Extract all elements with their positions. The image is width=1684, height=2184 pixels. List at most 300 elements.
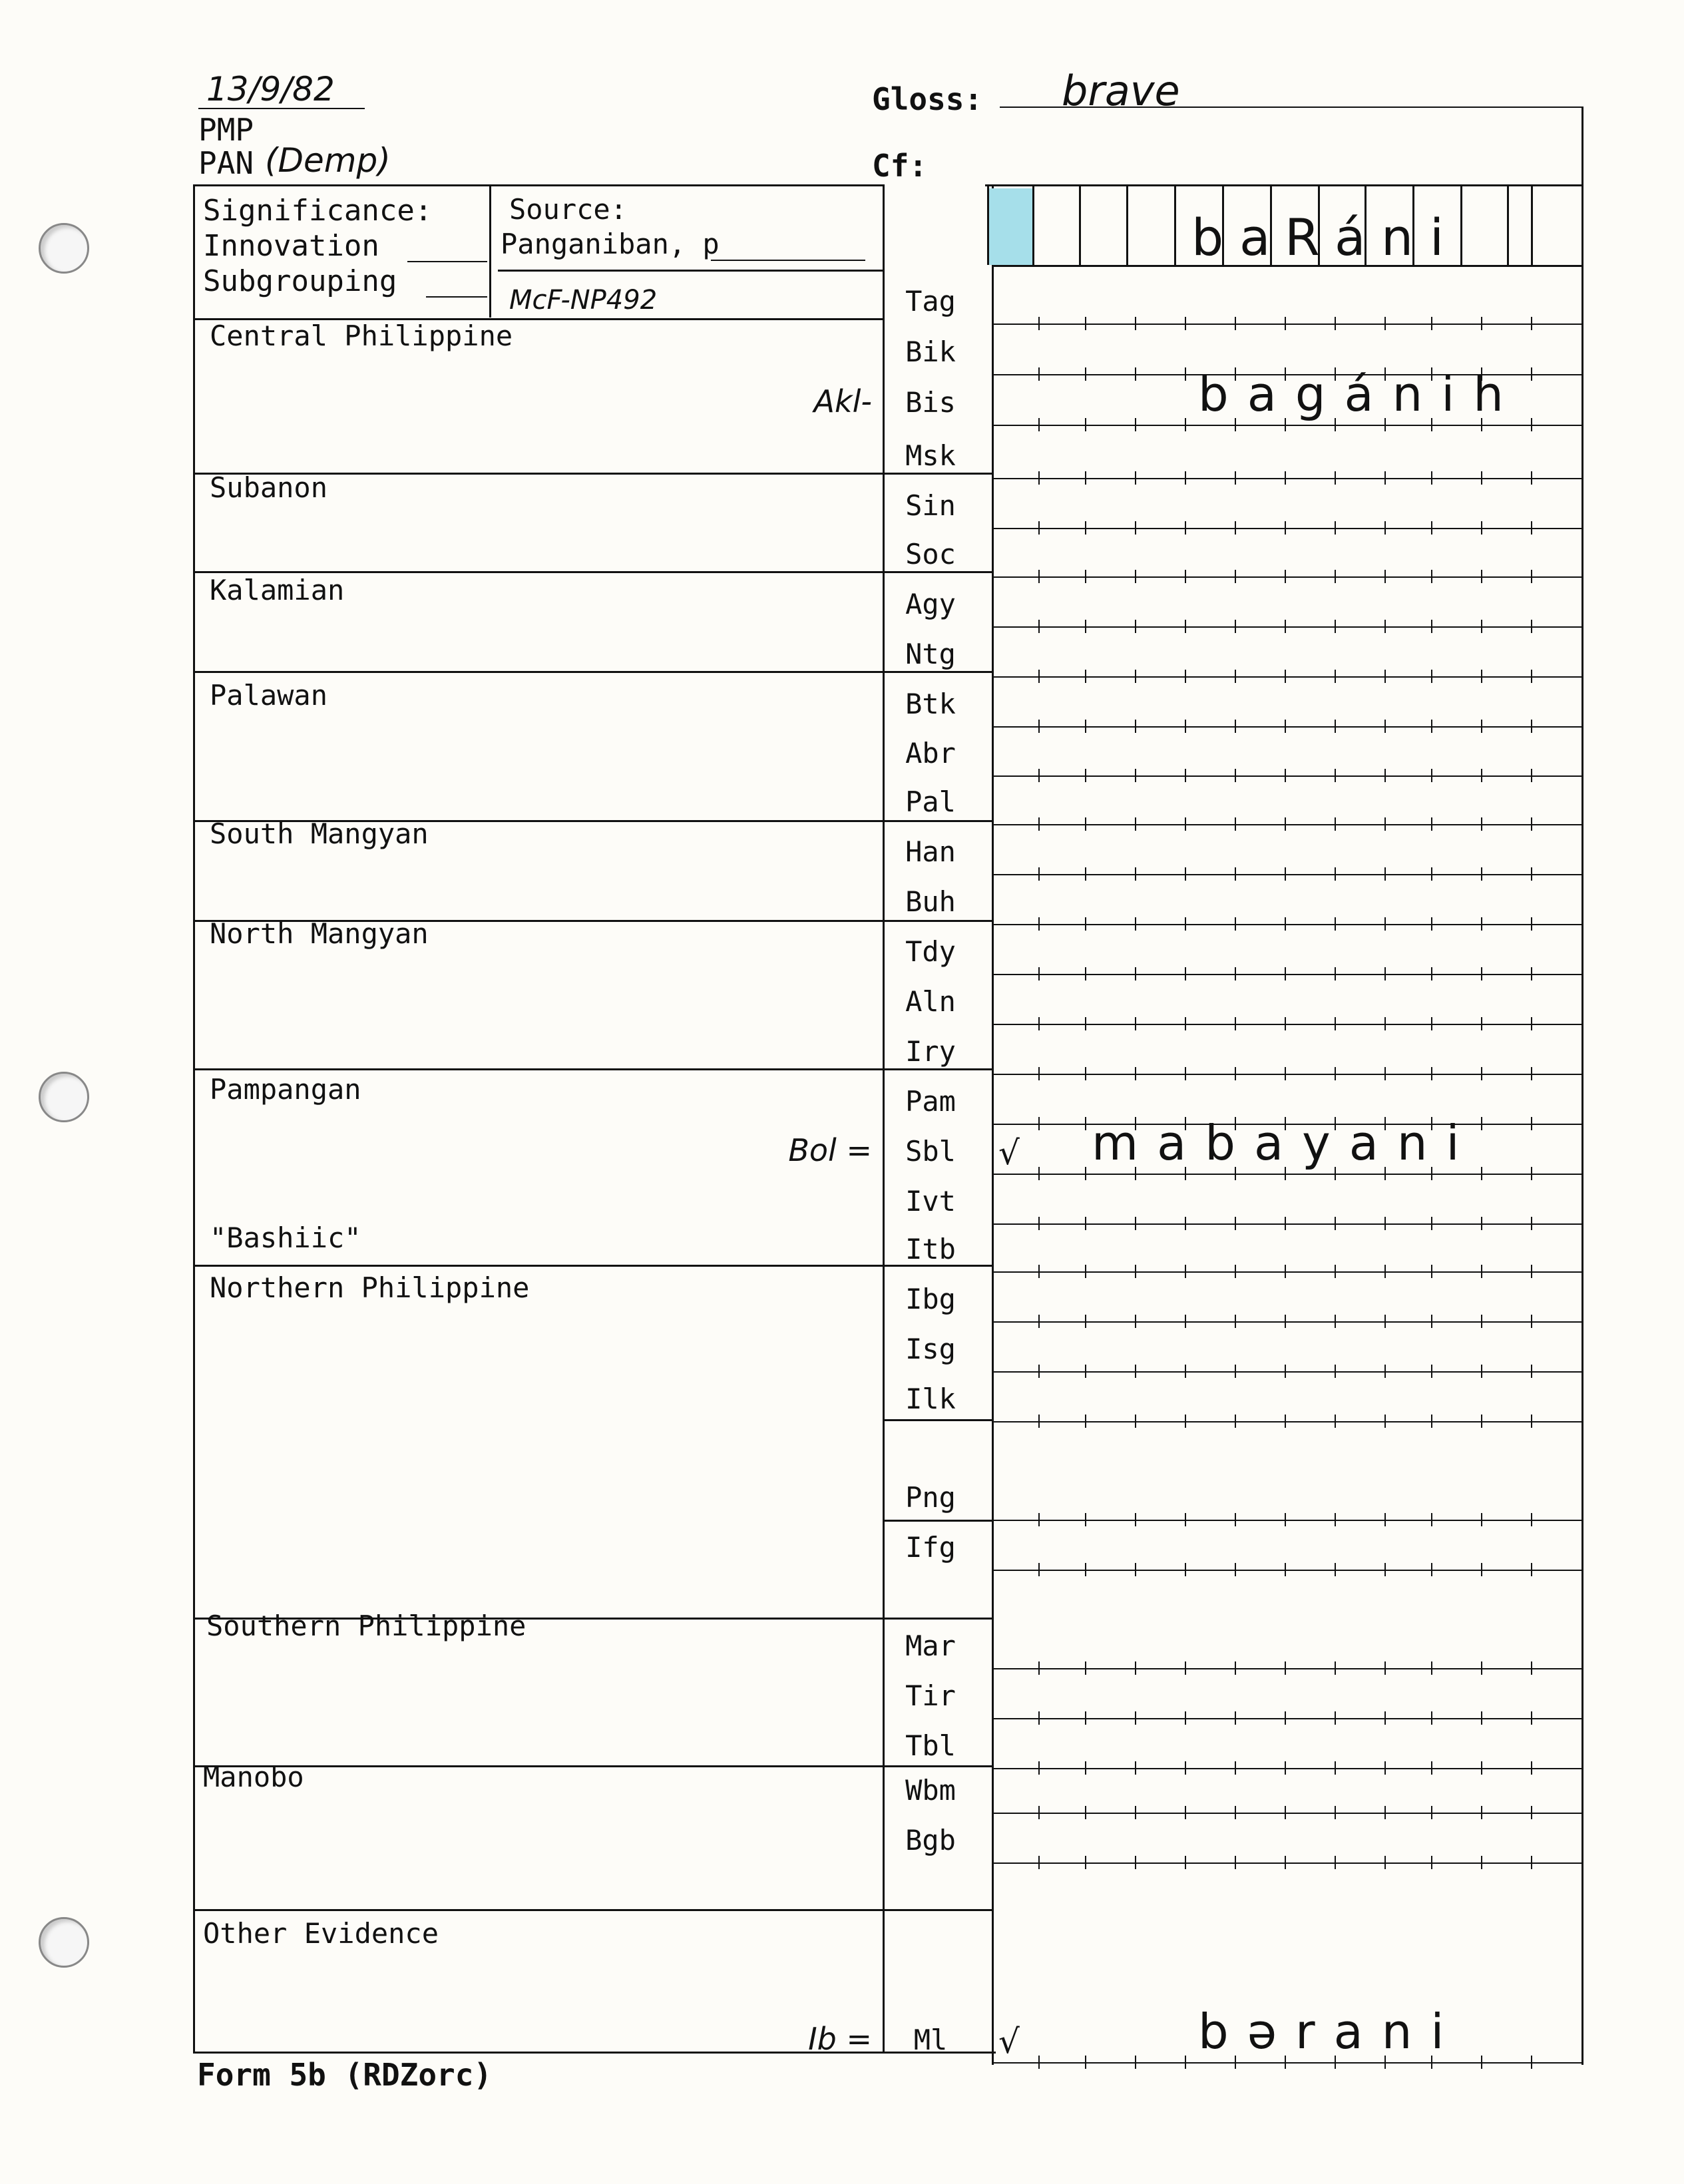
dialect-prefix: Akl- — [813, 383, 872, 419]
line-tick — [1431, 917, 1432, 931]
line-tick — [1285, 1265, 1286, 1278]
line-tick — [1531, 418, 1532, 431]
line-tick — [1335, 1415, 1336, 1428]
line-tick — [1384, 769, 1386, 782]
line-tick — [1038, 1761, 1040, 1775]
language-abbr: Buh — [905, 885, 956, 918]
line-tick — [1481, 1167, 1482, 1180]
line-tick — [1285, 1513, 1286, 1526]
line-tick — [1335, 1315, 1336, 1328]
line-tick — [1185, 1806, 1186, 1819]
check-mark: √ — [998, 2022, 1020, 2061]
line-tick — [1384, 1806, 1386, 1819]
line-tick — [1038, 1415, 1040, 1428]
line-tick — [1185, 317, 1186, 330]
language-abbr: Tir — [905, 1679, 956, 1712]
line-tick — [1531, 1067, 1532, 1080]
line-tick — [1285, 1856, 1286, 1869]
line-tick — [1038, 521, 1040, 535]
line-tick — [1185, 917, 1186, 931]
line-tick — [1085, 1513, 1086, 1526]
language-abbr: Bgb — [905, 1824, 956, 1856]
line-tick — [1038, 1711, 1040, 1725]
line-tick — [1431, 1513, 1432, 1526]
line-tick — [1135, 1661, 1136, 1675]
line-tick — [1185, 1761, 1186, 1775]
line-tick — [1531, 2056, 1532, 2069]
line-tick — [1038, 570, 1040, 583]
line-tick — [1531, 471, 1532, 485]
line-tick — [1335, 670, 1336, 683]
line-tick — [1085, 1315, 1086, 1328]
source-divider — [498, 270, 883, 272]
line-tick — [1335, 570, 1336, 583]
line-tick — [1481, 1661, 1482, 1675]
line-tick — [1531, 521, 1532, 535]
entry-line — [992, 1520, 1581, 1521]
line-tick — [1235, 1563, 1236, 1576]
entry-line — [992, 726, 1581, 728]
line-tick — [1085, 471, 1086, 485]
line-tick — [1431, 1017, 1432, 1030]
entry-line — [992, 324, 1581, 325]
line-tick — [1384, 1067, 1386, 1080]
pan-note: (Demp) — [265, 141, 391, 180]
line-tick — [1185, 967, 1186, 981]
line-tick — [1431, 1415, 1432, 1428]
line-tick — [1235, 1017, 1236, 1030]
entry-line — [992, 478, 1581, 479]
line-tick — [1085, 1265, 1086, 1278]
line-tick — [1481, 1017, 1482, 1030]
line-tick — [1085, 1711, 1086, 1725]
line-tick — [1185, 1513, 1186, 1526]
line-tick — [1235, 967, 1236, 981]
line-tick — [1085, 570, 1086, 583]
entry-line — [992, 2062, 1581, 2064]
line-tick — [1431, 1315, 1432, 1328]
pan-label: PAN — [198, 145, 254, 181]
language-abbr: Sbl — [905, 1135, 956, 1168]
line-tick — [1335, 521, 1336, 535]
line-tick — [1481, 1513, 1482, 1526]
line-tick — [1481, 521, 1482, 535]
abbr-separator — [883, 1909, 992, 1911]
innovation-blank — [407, 261, 487, 262]
line-tick — [1431, 1711, 1432, 1725]
line-tick — [1531, 1563, 1532, 1576]
line-tick — [1038, 367, 1040, 381]
line-tick — [1185, 1365, 1186, 1378]
line-tick — [1384, 521, 1386, 535]
line-tick — [1135, 1806, 1136, 1819]
entry-line — [992, 1813, 1581, 1814]
line-tick — [1085, 967, 1086, 981]
cognate-entry: bərani — [1198, 2004, 1463, 2060]
line-tick — [1038, 2056, 1040, 2069]
line-tick — [1481, 1711, 1482, 1725]
line-tick — [1531, 1806, 1532, 1819]
gloss-label: Gloss: — [872, 81, 983, 117]
cf-label: Cf: — [872, 148, 928, 184]
line-tick — [1285, 917, 1286, 931]
reconstruction-letter: R — [1285, 208, 1320, 267]
line-tick — [1335, 1711, 1336, 1725]
line-tick — [1135, 2056, 1136, 2069]
significance-label: Significance: — [203, 194, 433, 228]
source-value: Panganiban, p — [501, 228, 720, 260]
line-tick — [1285, 1217, 1286, 1230]
line-tick — [1531, 1167, 1532, 1180]
source-ref: McF-NP492 — [509, 285, 658, 316]
language-abbr: Tbl — [905, 1729, 956, 1762]
line-tick — [1038, 1365, 1040, 1378]
language-abbr: Tag — [905, 285, 956, 318]
line-tick — [1431, 1365, 1432, 1378]
cell-divider — [1531, 186, 1533, 265]
line-tick — [1135, 1365, 1136, 1378]
line-tick — [1235, 1265, 1236, 1278]
pmp-label: PMP — [198, 112, 254, 148]
line-tick — [1038, 670, 1040, 683]
line-tick — [1135, 867, 1136, 881]
line-tick — [1038, 817, 1040, 831]
line-tick — [1531, 720, 1532, 733]
line-tick — [1531, 1711, 1532, 1725]
language-abbr: Soc — [905, 538, 956, 570]
line-tick — [1384, 670, 1386, 683]
line-tick — [1235, 1217, 1236, 1230]
line-tick — [1384, 1856, 1386, 1869]
line-tick — [1431, 967, 1432, 981]
line-tick — [1135, 1415, 1136, 1428]
line-tick — [1285, 1415, 1286, 1428]
line-tick — [1481, 620, 1482, 633]
line-tick — [1235, 1513, 1236, 1526]
line-tick — [1085, 769, 1086, 782]
language-abbr: Png — [905, 1481, 956, 1514]
line-tick — [1335, 1365, 1336, 1378]
group-separator — [193, 1068, 883, 1070]
group-separator — [193, 1909, 883, 1911]
line-tick — [1285, 1711, 1286, 1725]
line-tick — [1431, 620, 1432, 633]
frame-bottom — [193, 2052, 996, 2054]
entry-line — [992, 576, 1581, 578]
language-abbr: Agy — [905, 588, 956, 620]
language-abbr: Sin — [905, 489, 956, 522]
line-tick — [1085, 1365, 1086, 1378]
line-tick — [1085, 1415, 1086, 1428]
group-label: Pampangan — [210, 1073, 361, 1106]
line-tick — [1038, 1217, 1040, 1230]
line-tick — [1384, 1563, 1386, 1576]
entry-line — [992, 1271, 1581, 1273]
group-label: South Mangyan — [210, 817, 429, 850]
language-abbr: Btk — [905, 688, 956, 720]
entry-line — [992, 528, 1581, 529]
line-tick — [1335, 769, 1336, 782]
language-abbr: Wbm — [905, 1774, 956, 1807]
line-tick — [1285, 521, 1286, 535]
line-tick — [1235, 471, 1236, 485]
line-tick — [1285, 620, 1286, 633]
line-tick — [1531, 1661, 1532, 1675]
line-tick — [1431, 1856, 1432, 1869]
line-tick — [1531, 317, 1532, 330]
header-right-edge — [1581, 107, 1583, 186]
entry-line — [992, 1024, 1581, 1025]
dialect-prefix: Ib = — [808, 2021, 872, 2057]
line-tick — [1384, 570, 1386, 583]
line-tick — [1384, 1661, 1386, 1675]
entry-line — [992, 1862, 1581, 1864]
line-tick — [1135, 418, 1136, 431]
line-tick — [1135, 1067, 1136, 1080]
line-tick — [1235, 570, 1236, 583]
binder-hole-middle — [39, 1072, 89, 1122]
language-abbr: Ilk — [905, 1383, 956, 1415]
line-tick — [1285, 317, 1286, 330]
reconstruction-letter: i — [1430, 208, 1444, 267]
line-tick — [1038, 471, 1040, 485]
cell-divider — [1460, 186, 1462, 265]
line-tick — [1431, 1806, 1432, 1819]
group-label: "Bashiic" — [210, 1221, 361, 1254]
line-tick — [1335, 317, 1336, 330]
group-separator — [193, 1265, 883, 1267]
language-abbr: Han — [905, 835, 956, 868]
reconstruction-letter: b — [1191, 208, 1224, 267]
line-tick — [1384, 867, 1386, 881]
innovation-label: Innovation — [203, 229, 379, 263]
line-tick — [1235, 817, 1236, 831]
line-tick — [1135, 917, 1136, 931]
line-tick — [1135, 670, 1136, 683]
line-tick — [1085, 1563, 1086, 1576]
line-tick — [1384, 317, 1386, 330]
group-label: Other Evidence — [203, 1917, 439, 1950]
entry-line — [992, 425, 1581, 426]
line-tick — [1185, 1217, 1186, 1230]
line-tick — [1038, 1806, 1040, 1819]
line-tick — [1185, 1661, 1186, 1675]
line-tick — [1038, 317, 1040, 330]
language-abbr: Ivt — [905, 1185, 956, 1217]
line-tick — [1431, 521, 1432, 535]
line-tick — [1185, 1017, 1186, 1030]
line-tick — [1384, 1415, 1386, 1428]
line-tick — [1531, 570, 1532, 583]
entry-line — [992, 1223, 1581, 1225]
line-tick — [1135, 720, 1136, 733]
line-tick — [1481, 570, 1482, 583]
language-abbr: Aln — [905, 985, 956, 1018]
source-label: Source: — [509, 193, 628, 226]
line-tick — [1085, 1117, 1086, 1130]
line-tick — [1135, 1315, 1136, 1328]
line-tick — [1285, 471, 1286, 485]
line-tick — [1038, 418, 1040, 431]
line-tick — [1335, 620, 1336, 633]
language-abbr: Msk — [905, 439, 956, 472]
line-tick — [1285, 570, 1286, 583]
entry-line — [992, 824, 1581, 825]
line-tick — [1185, 670, 1186, 683]
line-tick — [1135, 967, 1136, 981]
abbr-separator — [883, 1419, 992, 1421]
line-tick — [1235, 867, 1236, 881]
line-tick — [1285, 1315, 1286, 1328]
line-tick — [1384, 1761, 1386, 1775]
line-tick — [1335, 917, 1336, 931]
abbr-separator — [883, 1520, 992, 1522]
line-tick — [1135, 769, 1136, 782]
line-tick — [1431, 867, 1432, 881]
abbr-separator — [883, 920, 992, 922]
language-abbr: Pam — [905, 1085, 956, 1118]
cognate-entry: bagánih — [1198, 366, 1522, 422]
entry-line — [992, 1074, 1581, 1075]
entry-line — [992, 626, 1581, 628]
line-tick — [1531, 1265, 1532, 1278]
reconstruction-letter: a — [1239, 208, 1271, 267]
line-tick — [1531, 620, 1532, 633]
line-tick — [1531, 1415, 1532, 1428]
language-abbr: Bik — [905, 335, 956, 368]
line-tick — [1185, 367, 1186, 381]
line-tick — [1481, 2056, 1482, 2069]
line-tick — [1531, 1761, 1532, 1775]
line-tick — [1384, 720, 1386, 733]
line-tick — [1038, 867, 1040, 881]
line-tick — [1335, 471, 1336, 485]
line-tick — [1531, 1017, 1532, 1030]
group-label: Northern Philippine — [210, 1271, 530, 1304]
line-tick — [1384, 1711, 1386, 1725]
line-tick — [1531, 1856, 1532, 1869]
line-tick — [1085, 1661, 1086, 1675]
group-separator — [193, 671, 883, 673]
entry-line — [992, 1421, 1581, 1422]
entry-line — [992, 1668, 1581, 1669]
line-tick — [1481, 1856, 1482, 1869]
line-tick — [1285, 720, 1286, 733]
line-tick — [1038, 1856, 1040, 1869]
entry-line — [992, 924, 1581, 925]
line-tick — [1085, 817, 1086, 831]
line-tick — [1085, 2056, 1086, 2069]
entry-line — [992, 1371, 1581, 1373]
line-tick — [1481, 1365, 1482, 1378]
highlight-cell — [987, 188, 1032, 265]
language-abbr: Abr — [905, 737, 956, 769]
line-tick — [1384, 1315, 1386, 1328]
line-tick — [1085, 418, 1086, 431]
line-tick — [1085, 317, 1086, 330]
line-tick — [1085, 720, 1086, 733]
line-tick — [1431, 1563, 1432, 1576]
line-tick — [1038, 1017, 1040, 1030]
line-tick — [1531, 670, 1532, 683]
group-label: Subanon — [210, 471, 328, 504]
line-tick — [1235, 720, 1236, 733]
group-label: Manobo — [203, 1761, 304, 1793]
line-tick — [1185, 817, 1186, 831]
line-tick — [1384, 471, 1386, 485]
line-tick — [1185, 1067, 1186, 1080]
line-tick — [1135, 367, 1136, 381]
line-tick — [1285, 1563, 1286, 1576]
language-abbr: Isg — [905, 1333, 956, 1365]
line-tick — [1481, 867, 1482, 881]
line-tick — [1185, 1563, 1186, 1576]
line-tick — [1085, 620, 1086, 633]
line-tick — [1531, 367, 1532, 381]
line-tick — [1481, 471, 1482, 485]
line-tick — [1285, 1017, 1286, 1030]
line-tick — [1481, 769, 1482, 782]
entry-line — [992, 1174, 1581, 1175]
line-tick — [1481, 967, 1482, 981]
line-tick — [1285, 817, 1286, 831]
line-tick — [1038, 1117, 1040, 1130]
binder-hole-top — [39, 223, 89, 274]
line-tick — [1335, 1806, 1336, 1819]
line-tick — [1185, 471, 1186, 485]
language-abbr: Tdy — [905, 935, 956, 968]
language-abbr: Iry — [905, 1035, 956, 1068]
line-tick — [1431, 1067, 1432, 1080]
line-tick — [1235, 670, 1236, 683]
line-tick — [1135, 1563, 1136, 1576]
significance-source-divider — [489, 184, 491, 318]
line-tick — [1235, 1661, 1236, 1675]
line-tick — [1135, 317, 1136, 330]
line-tick — [1431, 1661, 1432, 1675]
cell-divider — [1507, 186, 1509, 265]
line-tick — [1384, 620, 1386, 633]
line-tick — [1431, 1761, 1432, 1775]
line-tick — [1384, 817, 1386, 831]
line-tick — [1038, 967, 1040, 981]
line-tick — [1481, 1806, 1482, 1819]
line-tick — [1038, 769, 1040, 782]
cell-divider — [987, 186, 989, 265]
line-tick — [1235, 1806, 1236, 1819]
line-tick — [1431, 317, 1432, 330]
line-tick — [1185, 620, 1186, 633]
line-tick — [1431, 1217, 1432, 1230]
line-tick — [1135, 1513, 1136, 1526]
cell-divider — [1174, 186, 1176, 265]
reconstruction-letter: n — [1381, 208, 1414, 267]
line-tick — [1135, 1711, 1136, 1725]
entry-line — [992, 974, 1581, 975]
significance-box — [203, 193, 432, 299]
line-tick — [1531, 1365, 1532, 1378]
abbr-separator — [883, 1618, 992, 1620]
subgrouping-blank — [426, 296, 487, 298]
line-tick — [1038, 620, 1040, 633]
cells-bottom — [992, 265, 1583, 267]
line-tick — [1481, 817, 1482, 831]
line-tick — [1384, 1265, 1386, 1278]
line-tick — [1531, 1217, 1532, 1230]
language-abbr: Ntg — [905, 638, 956, 670]
line-tick — [1135, 521, 1136, 535]
line-tick — [1135, 1217, 1136, 1230]
